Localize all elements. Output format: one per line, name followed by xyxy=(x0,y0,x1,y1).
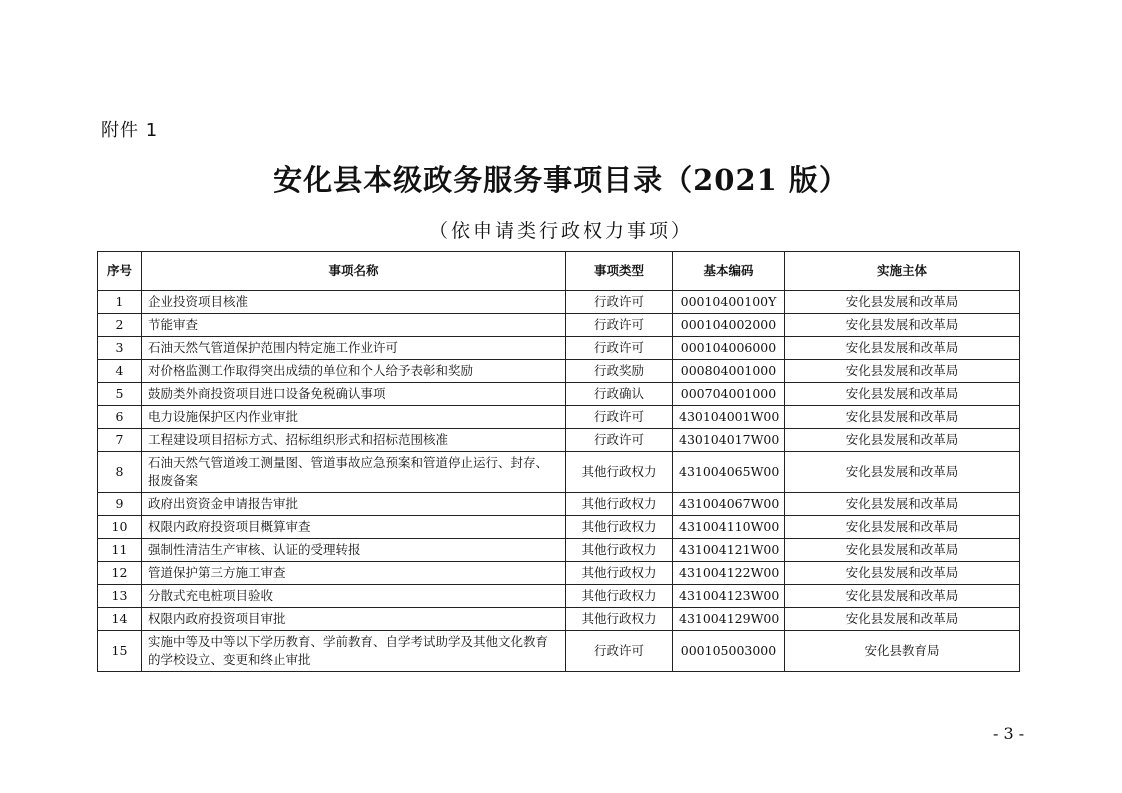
cell-implementing-body: 安化县发展和改革局 xyxy=(785,383,1020,406)
cell-index: 6 xyxy=(98,406,142,429)
table-row xyxy=(98,608,1020,631)
table-row xyxy=(98,360,1020,383)
cell-item-name: 权限内政府投资项目概算审查 xyxy=(142,516,566,539)
cell-index: 13 xyxy=(98,585,142,608)
cell-implementing-body: 安化县发展和改革局 xyxy=(785,291,1020,314)
cell-basic-code: 430104017W00 xyxy=(673,429,785,452)
cell-implementing-body: 安化县发展和改革局 xyxy=(785,337,1020,360)
document-subtitle: （依申请类行政权力事项） xyxy=(428,220,693,242)
cell-basic-code: 430104001W00 xyxy=(673,406,785,429)
table-row xyxy=(98,585,1020,608)
cell-item-name: 权限内政府投资项目审批 xyxy=(142,608,566,631)
header-basic-code: 基本编码 xyxy=(673,252,785,291)
attachment-label: 附件 1 xyxy=(101,120,159,141)
cell-implementing-body: 安化县教育局 xyxy=(785,631,1020,672)
cell-item-name: 工程建设项目招标方式、招标组织形式和招标范围核准 xyxy=(142,429,566,452)
cell-basic-code: 431004121W00 xyxy=(673,539,785,562)
cell-basic-code: 000104002000 xyxy=(673,314,785,337)
table-row xyxy=(98,493,1020,516)
table-row xyxy=(98,516,1020,539)
cell-item-type: 其他行政权力 xyxy=(566,452,673,493)
cell-item-type: 行政许可 xyxy=(566,291,673,314)
cell-item-name: 石油天然气管道竣工测量图、管道事故应急预案和管道停止运行、封存、报废备案 xyxy=(142,452,566,493)
cell-index: 14 xyxy=(98,608,142,631)
table-row xyxy=(98,631,1020,672)
cell-item-type: 其他行政权力 xyxy=(566,608,673,631)
header-index: 序号 xyxy=(98,252,142,291)
cell-item-type: 其他行政权力 xyxy=(566,493,673,516)
cell-item-name: 实施中等及中等以下学历教育、学前教育、自学考试助学及其他文化教育的学校设立、变更和终止审批 xyxy=(142,631,566,672)
cell-index: 12 xyxy=(98,562,142,585)
cell-implementing-body: 安化县发展和改革局 xyxy=(785,429,1020,452)
cell-basic-code: 00010400100Y xyxy=(673,291,785,314)
cell-item-name: 鼓励类外商投资项目进口设备免税确认事项 xyxy=(142,383,566,406)
cell-basic-code: 000704001000 xyxy=(673,383,785,406)
header-implementing-body: 实施主体 xyxy=(785,252,1020,291)
cell-item-type: 行政许可 xyxy=(566,406,673,429)
cell-item-type: 行政确认 xyxy=(566,383,673,406)
cell-index: 9 xyxy=(98,493,142,516)
cell-item-name: 管道保护第三方施工审查 xyxy=(142,562,566,585)
cell-item-type: 行政许可 xyxy=(566,429,673,452)
table-header-row xyxy=(98,252,1020,291)
cell-basic-code: 000804001000 xyxy=(673,360,785,383)
cell-basic-code: 431004123W00 xyxy=(673,585,785,608)
cell-item-type: 行政奖励 xyxy=(566,360,673,383)
table-row xyxy=(98,314,1020,337)
cell-implementing-body: 安化县发展和改革局 xyxy=(785,516,1020,539)
cell-basic-code: 431004122W00 xyxy=(673,562,785,585)
cell-item-type: 行政许可 xyxy=(566,314,673,337)
cell-index: 11 xyxy=(98,539,142,562)
table-row xyxy=(98,291,1020,314)
cell-implementing-body: 安化县发展和改革局 xyxy=(785,539,1020,562)
cell-implementing-body: 安化县发展和改革局 xyxy=(785,562,1020,585)
table-row xyxy=(98,429,1020,452)
cell-index: 3 xyxy=(98,337,142,360)
service-catalog-table xyxy=(97,251,1020,672)
table-row xyxy=(98,452,1020,493)
cell-implementing-body: 安化县发展和改革局 xyxy=(785,585,1020,608)
cell-item-type: 其他行政权力 xyxy=(566,562,673,585)
cell-item-name: 分散式充电桩项目验收 xyxy=(142,585,566,608)
table-row xyxy=(98,337,1020,360)
cell-implementing-body: 安化县发展和改革局 xyxy=(785,360,1020,383)
document-title: 安化县本级政务服务事项目录（2021 版） xyxy=(273,163,849,197)
cell-item-type: 其他行政权力 xyxy=(566,585,673,608)
cell-index: 2 xyxy=(98,314,142,337)
table-row xyxy=(98,539,1020,562)
cell-item-name: 企业投资项目核准 xyxy=(142,291,566,314)
cell-index: 7 xyxy=(98,429,142,452)
cell-implementing-body: 安化县发展和改革局 xyxy=(785,608,1020,631)
cell-implementing-body: 安化县发展和改革局 xyxy=(785,314,1020,337)
cell-item-type: 其他行政权力 xyxy=(566,516,673,539)
cell-basic-code: 000105003000 xyxy=(673,631,785,672)
header-item-name: 事项名称 xyxy=(142,252,566,291)
cell-basic-code: 431004129W00 xyxy=(673,608,785,631)
cell-item-name: 节能审查 xyxy=(142,314,566,337)
cell-index: 10 xyxy=(98,516,142,539)
cell-item-name: 电力设施保护区内作业审批 xyxy=(142,406,566,429)
cell-implementing-body: 安化县发展和改革局 xyxy=(785,406,1020,429)
table-row xyxy=(98,406,1020,429)
cell-item-type: 其他行政权力 xyxy=(566,539,673,562)
cell-index: 8 xyxy=(98,452,142,493)
page-number: - 3 - xyxy=(993,724,1025,743)
cell-item-name: 政府出资资金申请报告审批 xyxy=(142,493,566,516)
cell-implementing-body: 安化县发展和改革局 xyxy=(785,452,1020,493)
cell-item-type: 行政许可 xyxy=(566,337,673,360)
cell-implementing-body: 安化县发展和改革局 xyxy=(785,493,1020,516)
table-row xyxy=(98,383,1020,406)
table-body xyxy=(98,291,1020,672)
cell-item-name: 对价格监测工作取得突出成绩的单位和个人给予表彰和奖励 xyxy=(142,360,566,383)
cell-item-name: 强制性清洁生产审核、认证的受理转报 xyxy=(142,539,566,562)
cell-index: 4 xyxy=(98,360,142,383)
table-row xyxy=(98,562,1020,585)
cell-index: 1 xyxy=(98,291,142,314)
cell-index: 15 xyxy=(98,631,142,672)
cell-item-type: 行政许可 xyxy=(566,631,673,672)
cell-basic-code: 431004110W00 xyxy=(673,516,785,539)
cell-item-name: 石油天然气管道保护范围内特定施工作业许可 xyxy=(142,337,566,360)
header-item-type: 事项类型 xyxy=(566,252,673,291)
cell-index: 5 xyxy=(98,383,142,406)
cell-basic-code: 431004065W00 xyxy=(673,452,785,493)
cell-basic-code: 000104006000 xyxy=(673,337,785,360)
cell-basic-code: 431004067W00 xyxy=(673,493,785,516)
